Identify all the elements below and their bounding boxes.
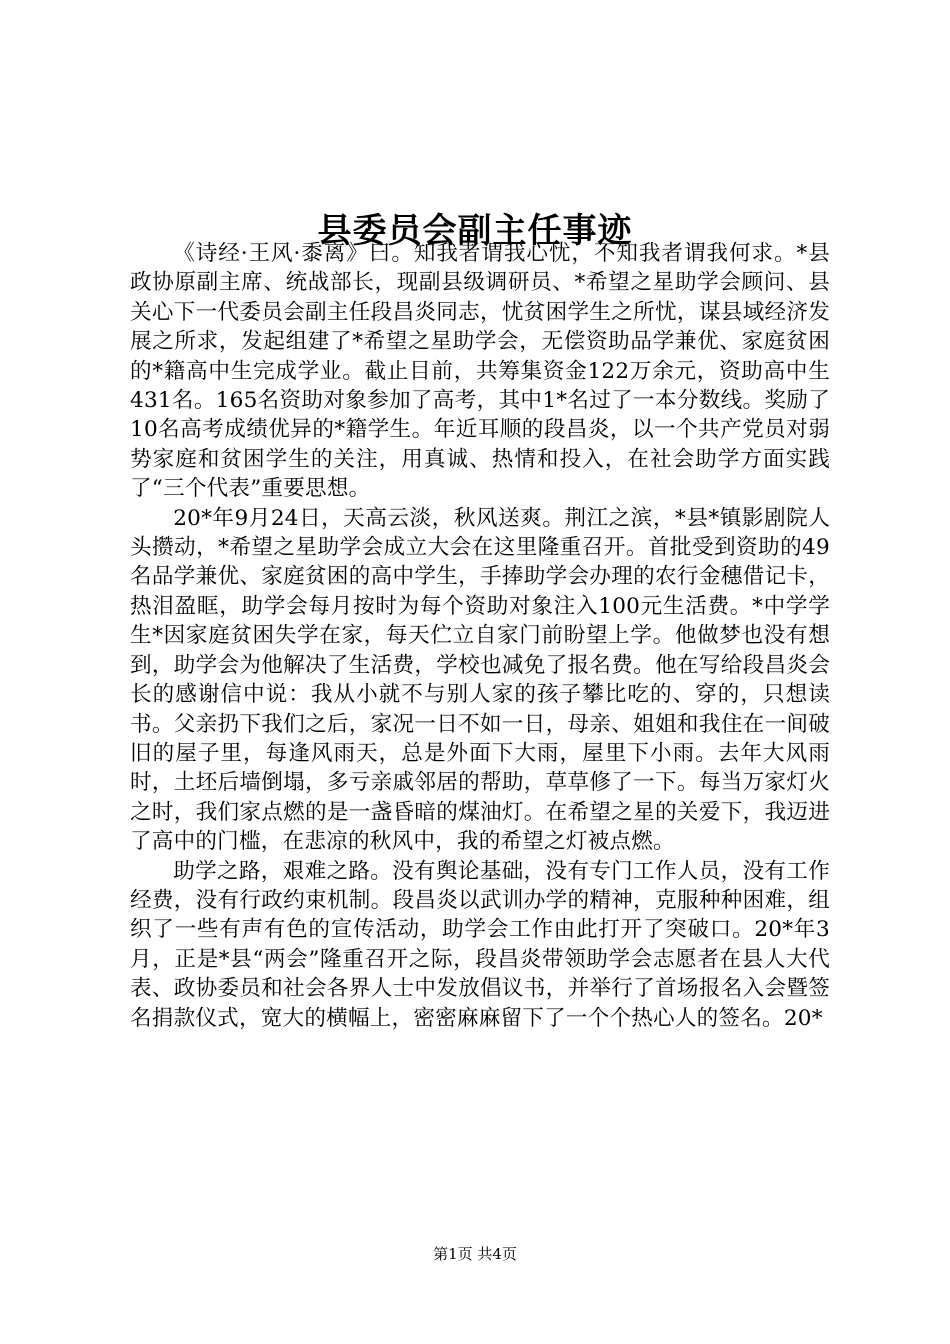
paragraph-2: 20*年9月24日，天高云淡，秋风送爽。荆江之滨，*县*镇影剧院人头攒动，*希望之星助学会成立大会在这里隆重召开。首批受到资助的49名品学兼优、家庭贫困的高中学生，手捧助学会办理的农行金穗借记卡，热泪盈眶，助学会每月按时为每个资助对象注入100元生活费。*中学学生*因家庭贫困失学在家，每天伫立自家门前盼望上学。他做梦也没有想到，助学会为他解决了生活费，学校也减免了报名费。他在写给段昌炎会长的感谢信中说：我从小就不与别人家的孩子攀比吃的、穿的，只想读书。父亲扔下我们之后，家况一日不如一日，母亲、姐姐和我住在一间破旧的屋子里，每逢风雨天，总是外面下大雨，屋里下小雨。去年大风雨时，土坯后墙倒塌，多亏亲戚邻居的帮助，草草修了一下。每当万家灯火之时，我们家点燃的是一盏昏暗的煤油灯。在希望之星的关爱下，我迈进了高中的门槛，在悲凉的秋风中，我的希望之灯被点燃。 bbox=[130, 505, 830, 855]
page-footer: 第1页 共4页 bbox=[433, 1245, 517, 1263]
paragraph-1: 《诗经·王风·黍离》曰。知我者谓我心忧，不知我者谓我何求。*县政协原副主席、统战部长，现副县级调研员、*希望之星助学会顾问、县关心下一代委员会副主任段昌炎同志，忧贫困学生之所忧，谋县域经济发展之所求，发起组建了*希望之星助学会，无偿资助品学兼优、家庭贫困的*籍高中生完成学业。截止目前，共筹集资金122万余元，资助高中生431名。165名资助对象参加了高考，其中1*名过了一本分数线。奖励了10名高考成绩优异的*籍学生。年近耳顺的段昌炎，以一个共产党员对弱势家庭和贫困学生的关注，用真诚、热情和投入，在社会助学方面实践了“三个代表”重要思想。 bbox=[130, 241, 830, 502]
paragraph-3: 助学之路，艰难之路。没有舆论基础，没有专门工作人员，没有工作经费，没有行政约束机制。段昌炎以武训办学的精神，克服种种困难，组织了一些有声有色的宣传活动，助学会工作由此打开了突破口。20*年3月，正是*县“两会”隆重召开之际，段昌炎带领助学会志愿者在县人大代表、政协委员和社会各界人士中发放倡议书，并举行了首场报名入会暨签名捐款仪式，宽大的横幅上，密密麻麻留下了一个个热心人的签名。20* bbox=[130, 858, 830, 1031]
document-body bbox=[130, 239, 830, 1033]
document-title: 县委员会副主任事迹 bbox=[317, 210, 633, 251]
